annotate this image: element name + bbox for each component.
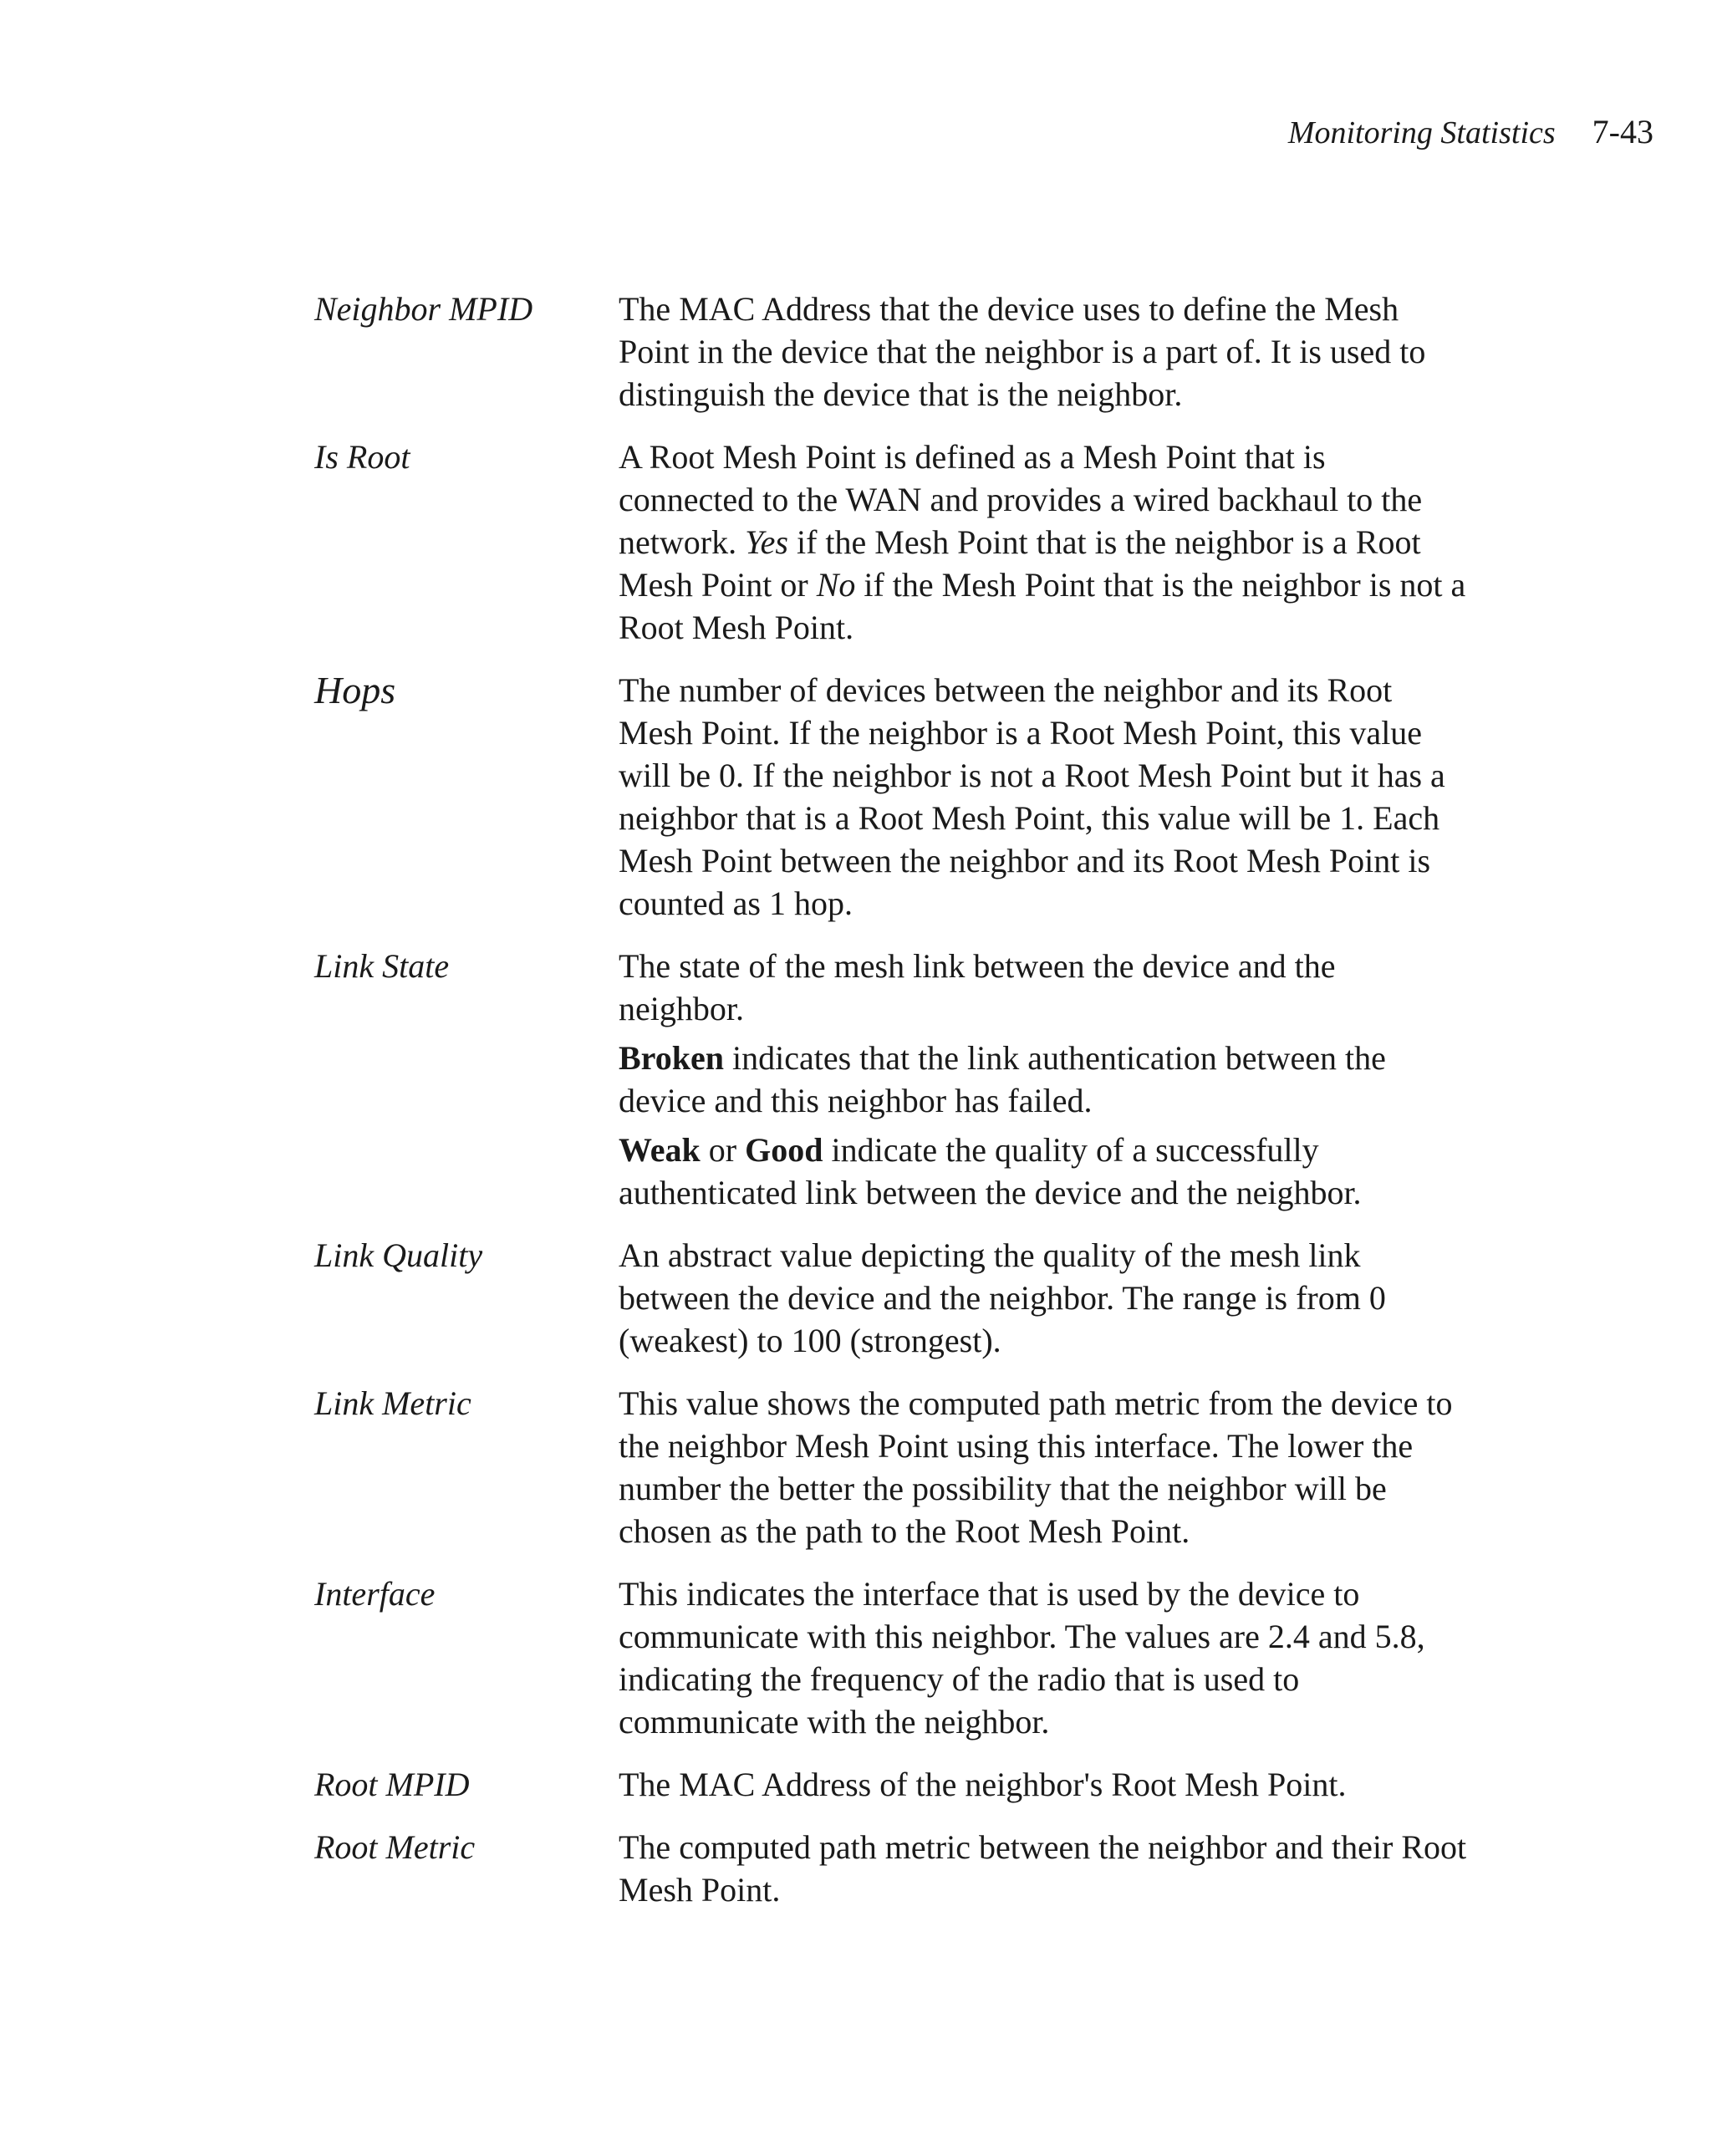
description-paragraph	[619, 1826, 1468, 1911]
definition-description	[619, 436, 1468, 649]
definition-description	[619, 669, 1468, 925]
definition-description	[619, 945, 1468, 1214]
description-paragraph	[619, 1037, 1468, 1122]
definition-entry	[314, 436, 1468, 649]
bold-text: Broken	[619, 1039, 724, 1077]
text-run: An abstract value depicting the quality of the mesh link between the device and the neighbor. The range is from 0 (weakest) to 100 (strongest).	[619, 1236, 1386, 1359]
definition-term: Neighbor MPID	[314, 290, 533, 328]
definition-term: Root Metric	[314, 1828, 476, 1866]
definition-entry	[314, 945, 1468, 1214]
text-run: A Root Mesh Point is defined as a Mesh Point that is connected to the WAN and provides a wired backhaul to the network.	[619, 438, 1423, 561]
description-paragraph	[619, 945, 1468, 1030]
text-run: indicate the quality of a successfully authenticated link between the device and the neighbor.	[619, 1131, 1362, 1211]
definition-entry	[314, 288, 1468, 415]
definition-term: Interface	[314, 1575, 436, 1613]
text-run: The MAC Address that the device uses to define the Mesh Point in the device that the neighbor is a part of. It is used to distinguish the device that is the neighbor.	[619, 290, 1426, 413]
definition-description	[619, 1826, 1468, 1911]
description-paragraph	[619, 1763, 1468, 1806]
bold-text: Weak	[619, 1131, 701, 1169]
definition-entry	[314, 1763, 1468, 1806]
definition-entry	[314, 669, 1468, 925]
description-paragraph	[619, 1572, 1468, 1743]
text-run: This indicates the interface that is used by the device to communicate with this neighbor. The values are 2.4 and 5.8, indicating the frequency of the radio that is used to communicate with the neighbor.	[619, 1575, 1425, 1741]
definition-entry	[314, 1382, 1468, 1552]
definition-term: Hops	[314, 669, 396, 711]
description-paragraph	[619, 1382, 1468, 1552]
definition-list	[314, 288, 1468, 1931]
text-run: The state of the mesh link between the device and the neighbor.	[619, 947, 1336, 1027]
definition-term: Link Quality	[314, 1236, 483, 1274]
definition-description	[619, 1234, 1468, 1362]
text-run: The number of devices between the neighbor and its Root Mesh Point. If the neighbor is a Root Mesh Point, this value will be 0. If the neighbor is not a Root Mesh Point but it has a neighbor that is a Root Mesh Point, this value will be 1. Each Mesh Point between the neighbor and its Root Mesh Point is counted as 1 hop.	[619, 671, 1445, 922]
definition-description	[619, 1382, 1468, 1552]
description-paragraph	[619, 436, 1468, 649]
page-number: 7-43	[1592, 113, 1653, 150]
text-run: if the Mesh Point that is the neighbor is not a Root Mesh Point.	[619, 566, 1466, 646]
definition-term: Root MPID	[314, 1766, 470, 1803]
description-paragraph	[619, 1129, 1468, 1214]
description-paragraph	[619, 669, 1468, 925]
bold-text: Good	[745, 1131, 823, 1169]
definition-description	[619, 1763, 1468, 1806]
definition-term: Link State	[314, 947, 450, 985]
page-header	[1288, 115, 1653, 149]
description-paragraph	[619, 288, 1468, 415]
text-run: if the Mesh Point that is the neighbor is a Root Mesh Point or	[619, 523, 1421, 604]
text-run: indicates that the link authentication between the device and this neighbor has failed.	[619, 1039, 1386, 1119]
text-run: The computed path metric between the neighbor and their Root Mesh Point.	[619, 1828, 1467, 1909]
text-run: This value shows the computed path metric from the device to the neighbor Mesh Point using this interface. The lower the number the better the possibility that the neighbor will be chosen as the path to the Root Mesh Point.	[619, 1384, 1453, 1550]
definition-entry	[314, 1826, 1468, 1911]
description-paragraph	[619, 1234, 1468, 1362]
definition-term: Link Metric	[314, 1384, 471, 1422]
definition-description	[619, 288, 1468, 415]
italic-text: No	[816, 566, 856, 604]
text-run: The MAC Address of the neighbor's Root Mesh Point.	[619, 1766, 1347, 1803]
definition-term: Is Root	[314, 438, 410, 476]
definition-entry	[314, 1572, 1468, 1743]
definition-entry	[314, 1234, 1468, 1362]
italic-text: Yes	[745, 523, 788, 561]
definition-description	[619, 1572, 1468, 1743]
section-title: Monitoring Statistics	[1287, 115, 1556, 150]
text-run: or	[700, 1131, 746, 1169]
